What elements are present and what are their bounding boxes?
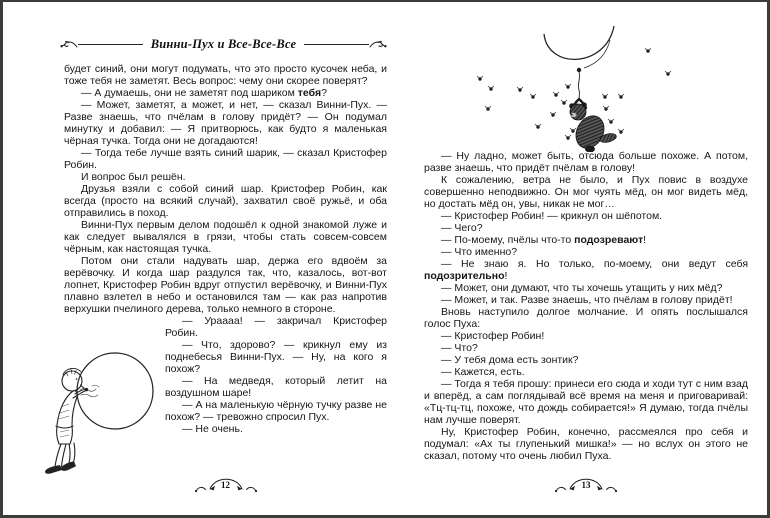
paragraph: — Тогда я тебя прошу: принеси его сюда и ходи тут с ним взад и вперёд, а сам поглядывай всё время на меня и приговаривай: «Тц-тц-тц, похоже, что дождь собирается!» Я думаю, тогда пчёлы нам лучше поверят.: [424, 378, 748, 426]
paragraph: Друзья взяли с собой синий шар. Кристофер Робин, как всегда (просто на всякий случай), захватил своё ружьё, и оба отправились в поход.: [64, 183, 387, 219]
header-flourish-left-icon: [60, 38, 78, 50]
paragraph: — Кристофер Робин!: [441, 330, 545, 342]
page-number-ornament: [193, 473, 259, 497]
paragraph: — Не очень.: [182, 423, 243, 435]
paragraph: Винни-Пух первым делом подошёл к одной знакомой луже и как следует вывалялся в грязи, чтобы стать совсем-совсем чёрным, как настоящая тучка.: [64, 219, 387, 255]
paragraph: Ну, Кристофер Робин, конечно, рассмеялся про себя и подумал: «Ах ты глупенький мишка!» — но вслух он этого не сказал, потому что очень любил Пуха.: [424, 426, 748, 462]
page-number-left: [64, 473, 387, 497]
paragraph: Вновь наступило долгое молчание. И опять послышался голос Пуха:: [424, 306, 748, 330]
paragraph: — Кристофер Робин! — крикнул он шёпотом.: [441, 210, 663, 222]
page-number-right: [424, 473, 748, 497]
right-page-text: [424, 150, 748, 462]
paragraph: — Что именно?: [441, 246, 518, 258]
page-number-ornament: [553, 473, 619, 497]
paragraph: — Может, заметят, а может, и нет, — сказал Винни-Пух. — Разве знаешь, что пчёлам в голову придёт? — Он подумал минутку и добавил: — Я притворюсь, как будто я маленькая чёрная тучка. Тогда они не догадаются!: [64, 99, 387, 147]
page-number-value: 12: [221, 480, 230, 490]
paragraph: — По-моему, пчёлы что-то подозревают!: [441, 234, 647, 246]
paragraph: — У тебя дома есть зонтик?: [441, 354, 579, 366]
paragraph: — А на маленькую чёрную тучку разве не похож? — тревожно спросил Пух.: [165, 399, 387, 423]
illustration-christopher-robin-balloon: [31, 344, 183, 490]
paragraph: Потом они стали надувать шар, держа его вдвоём за верёвочку. И когда шар раздулся так, что, казалось, вот-вот лопнет, Кристофер Робин вдруг отпустил верёвочку, и Винни-Пух плавно взлетел в небо и остановился там — как раз напротив верхушки пчелиного дерева, только немного в стороне.: [64, 255, 387, 315]
paragraph: — Кажется, есть.: [441, 366, 525, 378]
paragraph: — Может, и так. Разве знаешь, что пчёлам в голову придёт!: [441, 294, 733, 306]
left-page-paragraphs-wrapped: [165, 315, 387, 435]
header-rule-left: [78, 44, 143, 45]
paragraph: — Что, здорово? — крикнул ему из поднебесья Винни-Пух. — Ну, на кого я похож?: [165, 339, 387, 375]
left-page-paragraphs: [64, 63, 387, 315]
header-flourish-right-icon: [369, 38, 387, 50]
paragraph: — Может, они думают, что ты хочешь утащить у них мёд?: [441, 282, 723, 294]
paragraph: — Не знаю я. Но только, по-моему, они ведут себя подозрительно!: [424, 258, 748, 282]
paragraph: — Тогда тебе лучше взять синий шарик, — сказал Кристофер Робин.: [64, 147, 387, 171]
running-head: [60, 35, 387, 53]
paragraph: — Что?: [441, 342, 478, 354]
page-number-value: 13: [581, 480, 591, 490]
paragraph: — А думаешь, они не заметят под шариком тебя?: [81, 87, 327, 99]
running-head-title: Винни-Пух и Все-Все-Все: [150, 36, 297, 51]
paragraph: — Ну ладно, может быть, отсюда больше похоже. А потом, разве знаешь, что придёт пчёлам в голову!: [424, 150, 748, 174]
illustration-pooh-balloon-bees: [456, 10, 696, 152]
header-rule-right: [304, 44, 369, 45]
paragraph: — Ураааа! — закричал Кристофер Робин.: [165, 315, 387, 339]
paragraph: И вопрос был решён.: [81, 171, 186, 183]
paragraph: будет синий, они могут подумать, что это просто кусочек неба, и тоже тебя не заметят. Весь вопрос: чему они скорее поверят?: [64, 63, 387, 87]
paragraph: — Чего?: [441, 222, 483, 234]
paragraph: — На медведя, который летит на воздушном шаре!: [165, 375, 387, 399]
paragraph: К сожалению, ветра не было, и Пух повис в воздухе совершенно неподвижно. Он мог чуять мёд, он мог видеть мёд, но достать мёд он, увы, никак не мог…: [424, 174, 748, 210]
